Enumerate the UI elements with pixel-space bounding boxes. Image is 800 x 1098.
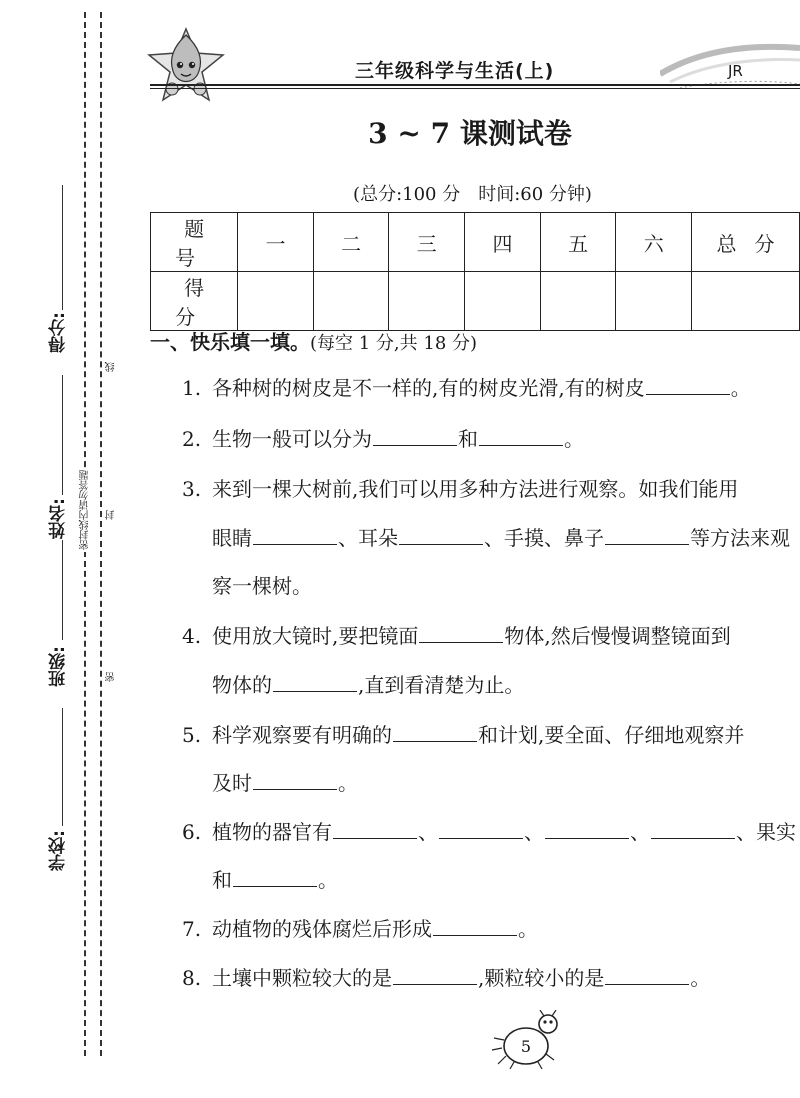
question-text: 、 (524, 820, 544, 844)
question-number: 5. (182, 723, 202, 747)
question-text: ,颗粒较小的是 (478, 966, 605, 990)
answer-blank[interactable] (433, 934, 517, 936)
score-cell-4[interactable] (465, 272, 541, 331)
question-text: 、手摸、鼻子 (484, 526, 604, 550)
field-underline-school (62, 708, 63, 826)
question-5-line-2 (212, 767, 358, 796)
question-text: 生物一般可以分为 (212, 427, 372, 451)
question-number: 7. (182, 917, 202, 941)
question-3 (182, 473, 738, 502)
question-text: 、 (630, 820, 650, 844)
field-name (38, 498, 78, 539)
question-2 (182, 423, 584, 452)
edition-mark: JR (728, 62, 743, 80)
question-number: 8. (182, 966, 202, 990)
answer-blank[interactable] (605, 543, 689, 545)
question-text: 物体,然后慢慢调整镜面到 (504, 624, 731, 648)
document-title: 3 ~ 7 课测试卷 (368, 117, 572, 150)
seal-text-secret: 密 (106, 672, 117, 682)
field-class (38, 646, 78, 687)
row-label-score: 得分 (151, 272, 238, 331)
section-1-title: 一、快乐填一填。 (150, 330, 310, 354)
score-cell-total[interactable] (692, 272, 800, 331)
answer-blank[interactable] (651, 837, 735, 839)
question-text: 来到一棵大树前,我们可以用多种方法进行观察。如我们能用 (212, 477, 739, 501)
question-3-line-2 (212, 522, 790, 551)
question-number: 4. (182, 624, 202, 648)
question-text: 等方法来观 (690, 526, 790, 550)
question-text: 和计划,要全面、仔细地观察并 (478, 723, 745, 747)
score-table-score-row (151, 272, 800, 331)
question-text: 。 (318, 868, 338, 892)
field-underline-class (62, 540, 63, 640)
question-1 (182, 372, 751, 401)
field-underline-name (62, 375, 63, 495)
question-4-line-2 (212, 669, 524, 698)
answer-blank[interactable] (393, 740, 477, 742)
col-3: 三 (389, 213, 465, 272)
col-1: 一 (238, 213, 314, 272)
answer-blank[interactable] (399, 543, 483, 545)
score-cell-5[interactable] (540, 272, 616, 331)
answer-blank[interactable] (646, 393, 730, 395)
answer-blank[interactable] (439, 837, 523, 839)
score-table-header-row (151, 213, 800, 272)
question-6-line-2 (212, 864, 338, 893)
score-table (150, 212, 800, 331)
question-5 (182, 719, 744, 748)
question-text: 土壤中颗粒较大的是 (212, 966, 392, 990)
answer-blank[interactable] (419, 641, 503, 643)
question-text: 。 (564, 427, 584, 451)
binding-dash-line-inner (100, 12, 102, 1056)
question-text: 。 (690, 966, 711, 990)
field-label-score: 得分: (48, 312, 69, 353)
score-cell-3[interactable] (389, 272, 465, 331)
question-text: 和 (458, 427, 478, 451)
question-7 (182, 913, 538, 942)
question-text: ,直到看清楚为止。 (358, 673, 525, 697)
answer-blank[interactable] (545, 837, 629, 839)
star-mascot-logo (145, 25, 227, 107)
answer-blank[interactable] (373, 444, 457, 446)
seal-text-seal: 封 (106, 510, 117, 520)
answer-blank[interactable] (605, 983, 689, 985)
answer-blank[interactable] (393, 983, 477, 985)
section-1-note: (每空 1 分,共 18 分) (310, 333, 478, 354)
col-total: 总分 (692, 213, 800, 272)
question-text: 植物的器官有 (212, 820, 332, 844)
question-text: 和 (212, 868, 232, 892)
page-number: 5 (520, 1037, 532, 1056)
question-4 (182, 620, 731, 649)
question-text: 、 (418, 820, 438, 844)
field-label-school: 学校: (48, 830, 69, 871)
score-cell-2[interactable] (313, 272, 389, 331)
page-number-bug-icon (490, 1010, 570, 1070)
field-score (38, 312, 78, 353)
score-cell-6[interactable] (616, 272, 692, 331)
question-text: 。 (518, 917, 538, 941)
question-number: 3. (182, 477, 202, 501)
score-cell-1[interactable] (238, 272, 314, 331)
question-text: 、耳朵 (338, 526, 398, 550)
question-text: 物体的 (212, 673, 272, 697)
question-8 (182, 962, 710, 991)
answer-blank[interactable] (253, 543, 337, 545)
question-text: 科学观察要有明确的 (212, 723, 392, 747)
col-5: 五 (540, 213, 616, 272)
question-text: 及时 (212, 771, 252, 795)
header-rule-thin (150, 88, 800, 89)
seal-text-warning: 密封线内请勿答题 (80, 470, 91, 550)
score-info: (总分:100 分 时间:60 分钟) (353, 184, 592, 205)
col-4: 四 (465, 213, 541, 272)
field-school (38, 830, 78, 871)
question-text: 使用放大镜时,要把镜面 (212, 624, 419, 648)
answer-blank[interactable] (479, 444, 563, 446)
question-text: 各种树的树皮是不一样的,有的树皮光滑,有的树皮 (212, 376, 645, 400)
col-6: 六 (616, 213, 692, 272)
question-number: 6. (182, 820, 202, 844)
seal-text-line: 线 (106, 362, 117, 372)
question-text: 动植物的残体腐烂后形成 (212, 917, 432, 941)
answer-blank[interactable] (273, 690, 357, 692)
answer-blank[interactable] (333, 837, 417, 839)
question-text: 。 (730, 376, 751, 400)
question-number: 2. (182, 427, 202, 451)
question-text: 眼睛 (212, 526, 252, 550)
question-number: 1. (182, 376, 202, 400)
header-rule (150, 84, 800, 86)
field-label-name: 姓名: (48, 498, 69, 539)
row-label-question-number: 题号 (151, 213, 238, 272)
question-text: 察一棵树。 (212, 574, 312, 598)
question-text: 、果实 (736, 820, 796, 844)
question-text: 。 (338, 771, 358, 795)
answer-blank[interactable] (233, 885, 317, 887)
field-label-class: 班级: (48, 646, 69, 687)
answer-blank[interactable] (253, 788, 337, 790)
series-title: 三年级科学与生活(上) (355, 60, 555, 82)
col-2: 二 (313, 213, 389, 272)
question-3-line-3 (212, 570, 312, 599)
question-6 (182, 816, 796, 845)
section-1-heading (150, 326, 477, 355)
